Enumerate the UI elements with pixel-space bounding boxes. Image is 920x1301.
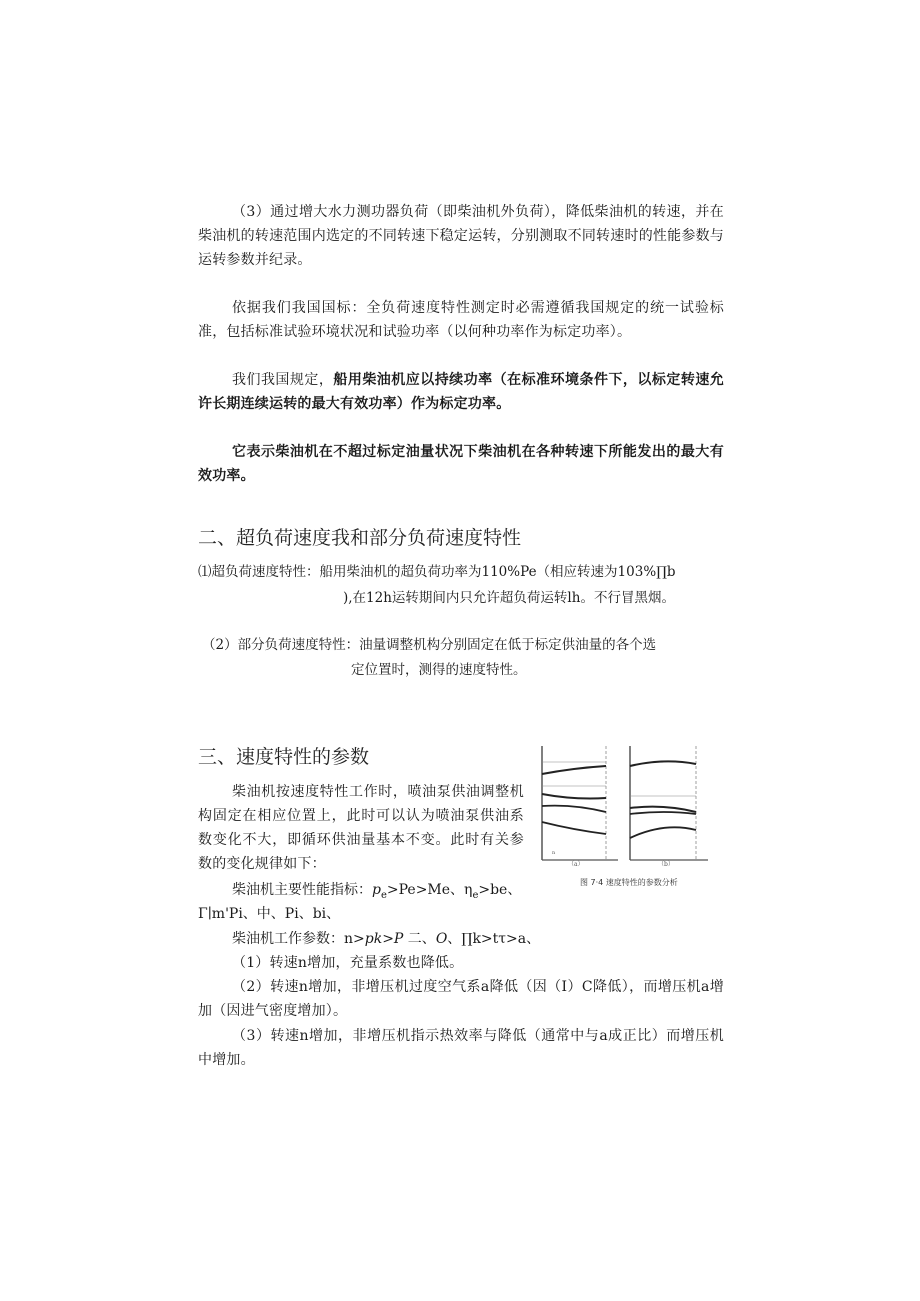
performance-indicators-line2: Γ∣m'Pi、中、Pi、bi、: [198, 906, 341, 922]
paragraph-max-power: 它表示柴油机在不超过标定油量状况下柴油机在各种转速下所能发出的最大有效功率。: [198, 444, 724, 484]
partial-load-item-line2: 定位置时，测得的速度特性。: [351, 662, 527, 678]
paragraph-rated-power: [198, 368, 724, 416]
svg-text:n: n: [552, 850, 556, 856]
paragraph-national-standard: 依据我们我国国标：全负荷速度特性测定时必需遵循我国规定的统一试验标准，包括标准试验环境状况和试验功率（以何种功率作为标定功率）。: [198, 300, 724, 340]
speed-item-2: （2）转速n增加，非增压机过度空气系a降低（因（I）C降低），而增压机a增加（因进气密度增加）。: [198, 979, 724, 1019]
overload-item-line1: ⑴超负荷速度特性：船用柴油机的超负荷功率为110%Pe（相应转速为103%∏b: [198, 564, 676, 580]
figure-label-a: （a）: [568, 861, 584, 868]
speed-item-1: （1）转速n增加，充量系数也降低。: [232, 955, 464, 971]
section-heading-2: 二、超负荷速度我和部分负荷速度特性: [198, 527, 522, 549]
performance-indicators-line1: 柴油机主要性能指标：$p_e>Pe>Me$、$\eta_e>be$、: [232, 882, 522, 901]
figure-caption: 图 7·4 速度特性的参数分析: [580, 878, 678, 887]
figure-label-b: （b）: [658, 861, 674, 868]
overload-item-line2: ),在12h运转期间内只允许超负荷运转lh。不行冒黑烟。: [343, 590, 675, 606]
paragraph-speed-characteristic: 柴油机按速度特性工作时，喷油泵供油调整机构固定在相应位置上，此时可以认为喷油泵供油系数变化不大，即循环供油量基本不变。此时有关参数的变化规律如下：: [198, 784, 524, 872]
speed-characteristic-figure: [534, 742, 714, 892]
rated-power-prefix: 我们我国规定，: [232, 372, 334, 388]
paragraph-test-procedure: （3）通过增大水力测功器负荷（即柴油机外负荷），降低柴油机的转速，并在柴油机的转速范围内选定的不同转速下稳定运转，分别测取不同转速时的性能参数与运转参数并纪录。: [198, 204, 724, 268]
partial-load-item-line1: （2）部分负荷速度特性：油量调整机构分别固定在低于标定供油量的各个选: [202, 637, 657, 653]
working-parameters-line: 柴油机工作参数：n>pk>P 二、O、∏k>tτ>a、: [232, 931, 541, 947]
speed-item-3: （3）转速n增加，非增压机指示热效率与降低（通常中与a成正比）而增压机中增加。: [198, 1028, 724, 1068]
rated-power-definition: 船用柴油机应以持续功率（在标准环境条件下，以标定转速允许长期连续运转的最大有效功率）作为标定功率。: [198, 372, 724, 412]
section-heading-3: 三、速度特性的参数: [198, 746, 370, 768]
